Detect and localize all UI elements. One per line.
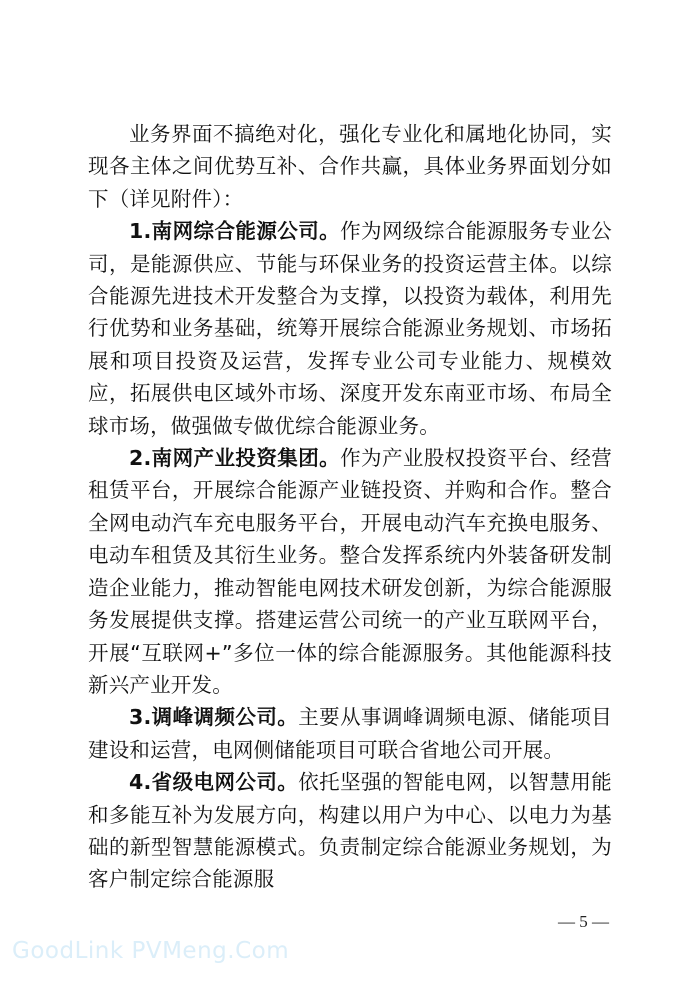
document-body [88, 118, 612, 896]
paragraph-item-1 [88, 215, 612, 442]
paragraph-text: 依托坚强的智能电网，以智慧用能和多能互补为发展方向，构建以用户为中心、以电力为基础的新型智慧能源模式。负责制定综合能源业务规划，为客户制定综合能源服 [88, 770, 613, 892]
paragraph-text: 主要从事调峰调频电源、储能项目建设和运营，电网侧储能项目可联合省地公司开展。 [88, 705, 613, 762]
paragraph-text: 业务界面不搞绝对化，强化专业化和属地化协同，实现各主体之间优势互补、合作共赢，具体业务界面划分如下（详见附件）： [88, 122, 612, 211]
paragraph-text: 作为网级综合能源服务专业公司，是能源供应、节能与环保业务的投资运营主体。以综合能源先进技术开发整合为支撑，以投资为载体，利用先行优势和业务基础，统筹开展综合能源业务规划、市场拓展和项目投资及运营，发挥专业公司专业能力、规模效应，拓展供电区域外市场、深度开发东南亚市场、布局全球市场，做强做专做优综合能源业务。 [88, 219, 612, 438]
paragraph-item-4 [88, 766, 612, 896]
paragraph-lead: 2.南网产业投资集团。 [129, 446, 341, 471]
paragraph-lead: 1.南网综合能源公司。 [129, 219, 341, 244]
watermark-text: GoodLink PVMeng.Com [12, 938, 290, 964]
page-number: — 5 — [558, 912, 609, 931]
paragraph-item-3 [88, 701, 612, 766]
paragraph-text: 作为产业股权投资平台、经营租赁平台，开展综合能源产业链投资、并购和合作。整合全网电动汽车充电服务平台，开展电动汽车充换电服务、电动车租赁及其衍生业务。整合发挥系统内外装备研发制造企业能力，推动智能电网技术研发创新，为综合能源服务发展提供支撑。搭建运营公司统一的产业互联网平台，开展“互联网+”多位一体的综合能源服务。其他能源科技新兴产业开发。 [88, 446, 612, 697]
paragraph-item-2 [88, 442, 612, 701]
paragraph-lead: 4.省级电网公司。 [129, 770, 299, 795]
paragraph-lead: 3.调峰调频公司。 [129, 705, 299, 730]
paragraph-intro [88, 118, 612, 215]
